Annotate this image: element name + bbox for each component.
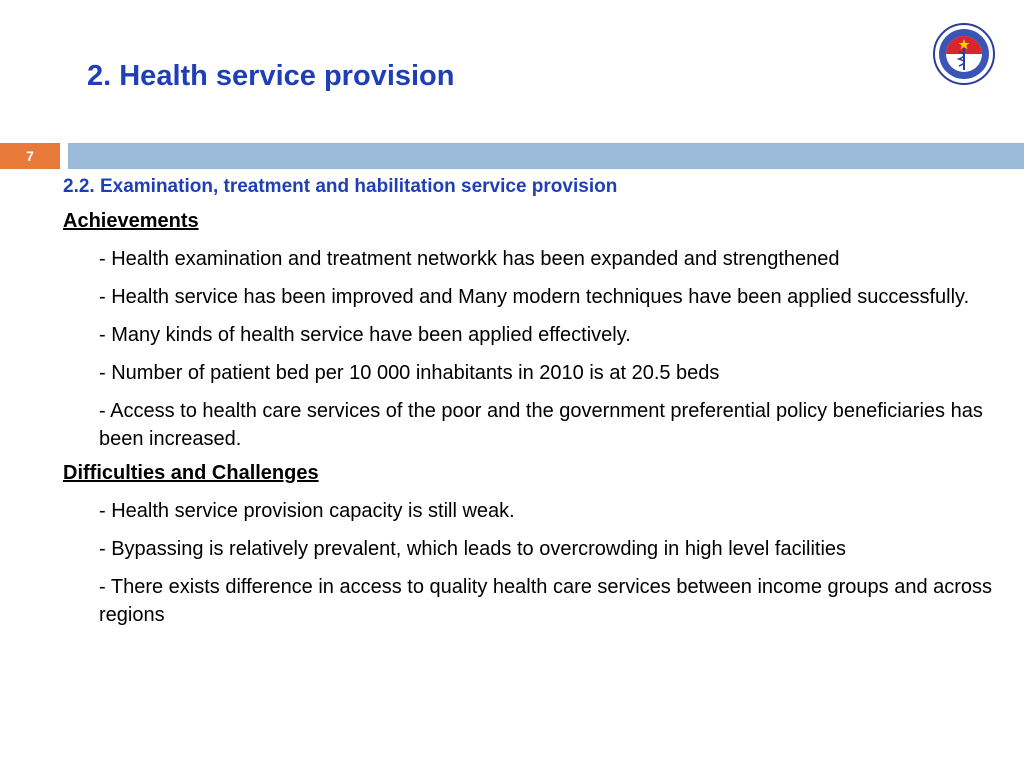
header-divider-bar: [68, 143, 1024, 169]
achievement-item: - Health examination and treatment networkk has been expanded and strengthened: [99, 248, 840, 270]
achievements-heading: Achievements: [63, 210, 199, 232]
achievement-item: - Many kinds of health service have been applied effectively.: [99, 324, 631, 346]
slide-title: 2. Health service provision: [87, 60, 455, 92]
achievement-item: - Health service has been improved and Many modern techniques have been applied successfully.: [99, 286, 970, 308]
challenge-item: - Bypassing is relatively prevalent, which leads to overcrowding in high level facilities: [99, 538, 847, 560]
challenge-item: - Health service provision capacity is still weak.: [99, 500, 515, 522]
challenges-heading: Difficulties and Challenges: [63, 462, 319, 484]
slide-subtitle: 2.2. Examination, treatment and habilitation service provision: [63, 176, 618, 197]
ministry-logo-icon: [932, 22, 996, 86]
achievements-section: [63, 207, 993, 453]
slide-number: 7: [0, 143, 60, 169]
challenge-item: - There exists difference in access to quality health care services between income groups and across regions: [99, 576, 993, 626]
challenges-section: [63, 459, 993, 629]
achievement-item: - Number of patient bed per 10 000 inhabitants in 2010 is at 20.5 beds: [99, 362, 720, 384]
ministry-of-health-logo: [932, 22, 996, 86]
achievement-item: - Access to health care services of the poor and the government preferential policy beneficiaries has been increased.: [99, 400, 983, 450]
slide-content: [63, 173, 993, 639]
